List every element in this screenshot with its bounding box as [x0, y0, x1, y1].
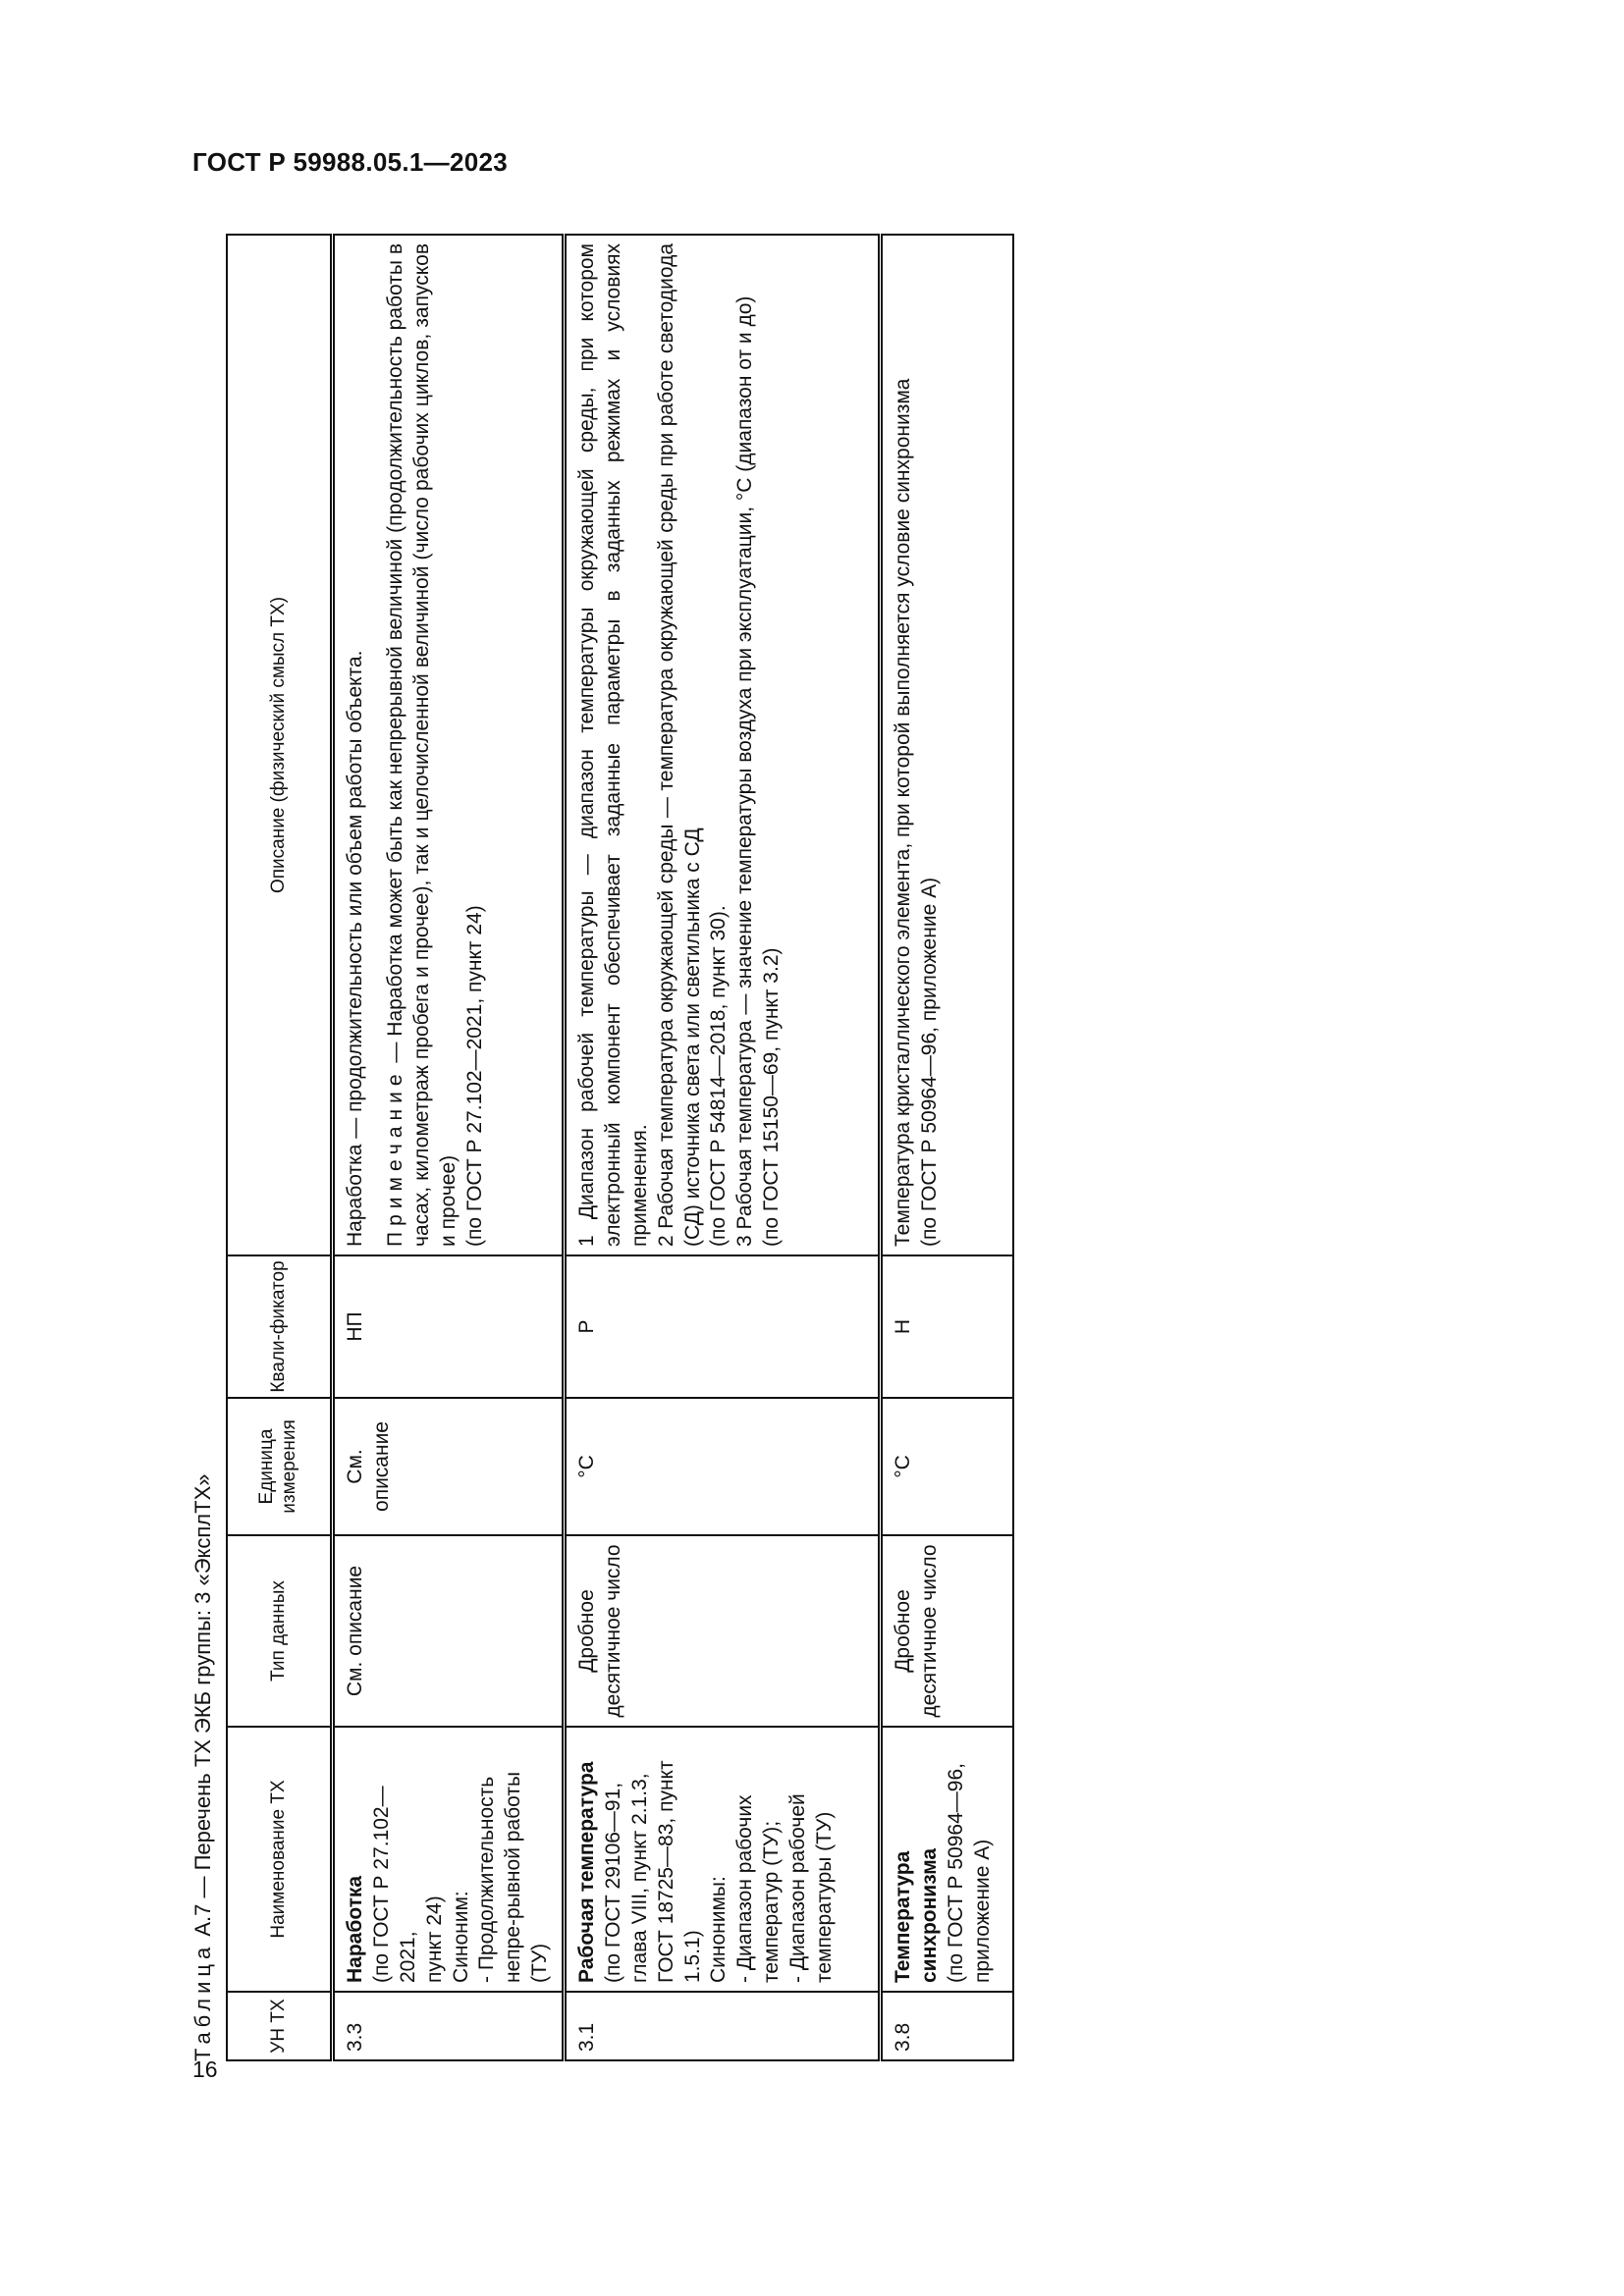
row-name [881, 1727, 1013, 1992]
table-caption-text: А.7 — Перечень ТХ ЭКБ группы: 3 «ЭксплТХ» [190, 1473, 215, 1943]
row-name-line: - Продолжительность непре-рывной работы (ТУ) [475, 1771, 552, 1983]
rotated-table-block [187, 231, 1056, 2071]
description-source: (по ГОСТ Р 50964—96, приложение А) [917, 877, 941, 1247]
row-qualifier: Н [881, 1255, 1013, 1398]
row-name-line: (по ГОСТ 29106—91, глава VIII, пункт 2.1.3, ГОСТ 18725—83, пункт 1.5.1) [601, 1760, 704, 1983]
column-header-data-type: Тип данных [227, 1535, 333, 1727]
description-paragraph: 3 Рабочая температура — значение температуры воздуха при эксплуатации, °C (диапазон от и до) [733, 295, 757, 1247]
description-note [383, 243, 462, 1247]
table-caption [190, 1474, 216, 2061]
row-qualifier: Р [565, 1255, 881, 1398]
column-header-id: УН ТХ [227, 1992, 333, 2060]
row-description [881, 235, 1013, 1255]
row-unit: См. описание [333, 1398, 565, 1535]
row-id: 3.8 [881, 1992, 1013, 2060]
description-source: (по ГОСТ Р 54814—2018, пункт 30). [707, 905, 731, 1247]
row-name-line: (по ГОСТ Р 50964—96, приложение А) [944, 1763, 994, 1983]
row-unit: °C [565, 1398, 881, 1535]
table-caption-label: Таблица [190, 1942, 215, 2061]
table-row [565, 235, 881, 2060]
note-label: Примечание [383, 1068, 406, 1247]
row-name-line: (по ГОСТ Р 27.102—2021, [369, 1786, 419, 1983]
row-data-type: См. описание [333, 1535, 565, 1727]
row-name-title: Температура синхронизма [892, 1847, 941, 1983]
row-name-line: Синоним: [449, 1891, 472, 1983]
row-name-line: пункт 24) [422, 1896, 446, 1983]
column-header-name: Наименование ТХ [227, 1727, 333, 1992]
row-name-title: Наработка [344, 1875, 366, 1983]
column-header-description: Описание (физический смысл ТХ) [227, 235, 333, 1255]
table-row [333, 235, 565, 2060]
note-text: — Наработка может быть как непрерывной величиной (продолжительность работы в часах, километраж пробега и прочее), так и целочисленной величиной (число рабочих циклов, запусков и прочее) [383, 243, 460, 1247]
row-data-type: Дробное десятичное число [565, 1535, 881, 1727]
row-name-title: Рабочая температура [575, 1761, 598, 1983]
description-paragraph: 2 Рабочая температура окружающей среды — температура окружающей среды при работе светодиода (СД) источника света или светильника с СД [654, 243, 704, 1247]
table-header-row [227, 235, 333, 2060]
description-paragraph: 1 Диапазон рабочей температуры — диапазон температуры окружающей среды, при котором электронный компонент обеспечивает заданные параметры в заданных режимах и условиях применения. [575, 243, 651, 1247]
row-name-line: Синонимы: [707, 1876, 731, 1983]
row-name-line: - Диапазон рабочей температуры (ТУ) [786, 1793, 836, 1983]
row-name [565, 1727, 881, 1992]
page-number: 16 [192, 2056, 218, 2082]
characteristics-table [226, 234, 1014, 2061]
row-name [333, 1727, 565, 1992]
row-id: 3.3 [333, 1992, 565, 2060]
description-paragraph: Температура кристаллического элемента, при которой выполняется условие синхронизма [892, 378, 914, 1247]
row-data-type: Дробное десятичное число [881, 1535, 1013, 1727]
description-paragraph: Наработка — продолжительность или объем работы объекта. [344, 650, 366, 1247]
row-name-line: - Диапазон рабочих температур (ТУ); [733, 1794, 784, 1983]
description-source: (по ГОСТ Р 27.102—2021, пункт 24) [462, 905, 486, 1247]
row-qualifier: НП [333, 1255, 565, 1398]
document-code: ГОСТ Р 59988.05.1—2023 [192, 147, 508, 177]
table-row [881, 235, 1013, 2060]
row-id: 3.1 [565, 1992, 881, 2060]
description-source: (по ГОСТ 15150—69, пункт 3.2) [760, 947, 784, 1247]
column-header-qualifier: Квали-фикатор [227, 1255, 333, 1398]
row-description [565, 235, 881, 1255]
row-description [333, 235, 565, 1255]
row-unit: °C [881, 1398, 1013, 1535]
column-header-unit: Единица измерения [227, 1398, 333, 1535]
